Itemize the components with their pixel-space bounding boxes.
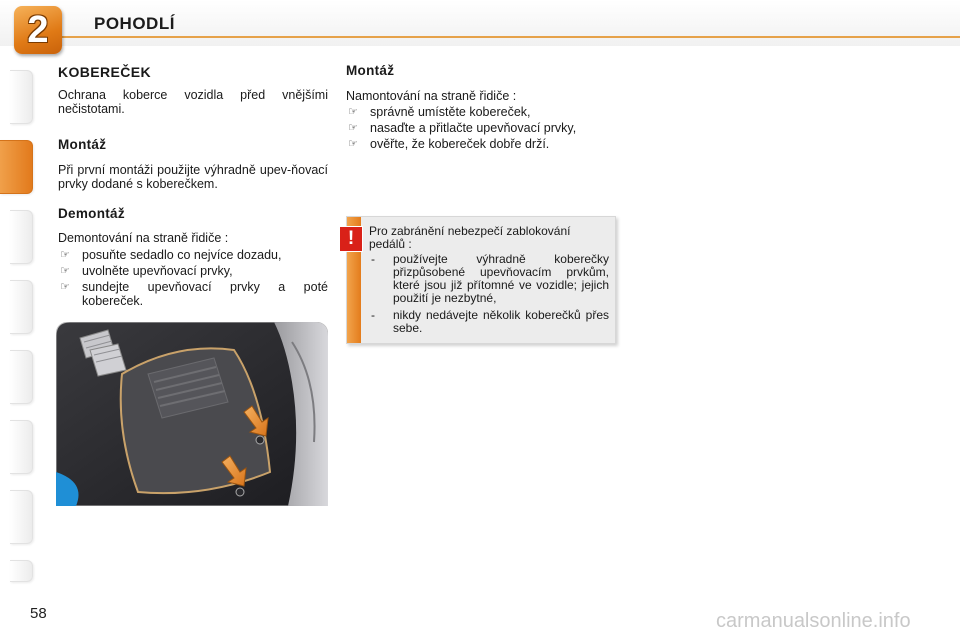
- list-item-text: posuňte sedadlo co nejvíce dozadu,: [82, 248, 282, 262]
- mount-steps: [346, 105, 626, 153]
- list-item: [369, 309, 609, 335]
- chapter-side-tabs: [0, 70, 36, 580]
- warning-list: [369, 253, 609, 335]
- pointing-hand-icon: ☞: [348, 106, 358, 118]
- mount-heading: Montáž: [58, 137, 107, 152]
- pointing-hand-icon: ☞: [60, 265, 70, 277]
- pointing-hand-icon: ☞: [348, 138, 358, 150]
- dash-marker: -: [371, 252, 375, 266]
- pointing-hand-icon: ☞: [60, 281, 70, 293]
- list-item-text: sundejte upevňovací prvky a poté kobereček.: [82, 280, 328, 308]
- chapter-tab-icon: [14, 6, 62, 54]
- pointing-hand-icon: ☞: [60, 249, 70, 261]
- list-item-text: používejte výhradně koberečky přizpůsobené upevňovacím prvkům, které jsou již přítomné ve vozidle; jejich použití je nezbytné,: [393, 252, 609, 305]
- right-mount-intro: Namontování na straně řidiče :: [346, 89, 517, 103]
- dismount-heading: Demontáž: [58, 206, 125, 221]
- pointing-hand-icon: ☞: [348, 122, 358, 134]
- list-item: [346, 137, 626, 151]
- warning-intro: Pro zabránění nebezpečí zablokování pedálů :: [369, 224, 571, 251]
- list-item: [369, 253, 609, 305]
- list-item: [58, 264, 328, 278]
- side-tab[interactable]: [10, 490, 33, 544]
- side-tab[interactable]: [10, 350, 33, 404]
- warning-exclamation-icon: !: [339, 226, 363, 252]
- floor-mat-illustration: [56, 322, 328, 506]
- list-item-text: uvolněte upevňovací prvky,: [82, 264, 233, 278]
- page-number: 58: [30, 605, 47, 622]
- mount-text: Při první montáži použijte výhradně upev-ňovací prvky dodané s koberečkem.: [58, 163, 328, 191]
- dismount-steps: [58, 248, 328, 310]
- dash-marker: -: [371, 308, 375, 322]
- watermark: carmanualsonline.info: [716, 610, 911, 632]
- warning-box: [346, 216, 616, 344]
- list-item-text: správně umístěte kobereček,: [370, 105, 531, 119]
- side-tab[interactable]: [10, 70, 33, 124]
- list-item: [346, 105, 626, 119]
- side-tab[interactable]: [10, 420, 33, 474]
- side-tab[interactable]: [10, 560, 33, 582]
- side-tab-active[interactable]: [0, 140, 33, 194]
- section-title: KOBEREČEK: [58, 64, 152, 80]
- chapter-title: POHODLÍ: [94, 14, 175, 33]
- header-rule: [60, 36, 960, 38]
- list-item-text: nasaďte a přitlačte upevňovací prvky,: [370, 121, 577, 135]
- list-item: [58, 248, 328, 262]
- chapter-number: 2: [27, 8, 49, 51]
- side-tab[interactable]: [10, 210, 33, 264]
- dismount-intro: Demontování na straně řidiče :: [58, 231, 229, 245]
- side-tab[interactable]: [10, 280, 33, 334]
- list-item-text: ověřte, že kobereček dobře drží.: [370, 137, 550, 151]
- list-item: [346, 121, 626, 135]
- list-item-text: nikdy nedávejte několik koberečků přes sebe.: [393, 308, 609, 335]
- list-item: [58, 280, 328, 308]
- floor-mat-image: [56, 322, 328, 506]
- intro-text: Ochrana koberce vozidla před vnějšími nečistotami.: [58, 88, 328, 116]
- right-mount-heading: Montáž: [346, 63, 395, 78]
- warning-text: [369, 225, 609, 339]
